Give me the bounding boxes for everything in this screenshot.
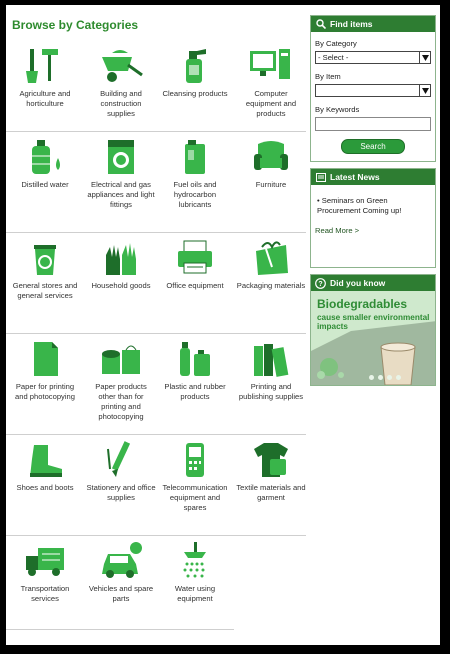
category-label: Vehicles and spare parts	[88, 584, 154, 603]
category-label: Transportation services	[20, 584, 70, 603]
category-item[interactable]	[10, 435, 80, 535]
category-label: Plastic and rubber products	[164, 382, 226, 401]
read-more-link[interactable]: Read More >	[315, 226, 360, 235]
category-label: Telecommunication equipment and spares	[162, 483, 228, 512]
categories-section	[6, 5, 314, 645]
keywords-input[interactable]	[315, 117, 431, 131]
category-item[interactable]	[10, 536, 80, 636]
category-label: Building and construction supplies	[100, 89, 142, 118]
category-item[interactable]	[86, 41, 156, 141]
category-label: Paper for printing and photocopying	[15, 382, 75, 401]
category-grid	[6, 41, 306, 636]
category-item[interactable]	[236, 435, 306, 535]
category-row	[6, 41, 306, 131]
category-item[interactable]	[160, 435, 230, 535]
category-label: Textile materials and garment	[236, 483, 306, 502]
by-item-label: By Item	[315, 72, 341, 81]
carousel-dot[interactable]	[369, 375, 374, 380]
category-label: Printing and publishing supplies	[238, 382, 304, 401]
page-frame	[6, 5, 440, 645]
category-select[interactable]	[315, 51, 431, 64]
category-label: Furniture	[255, 180, 287, 189]
category-item[interactable]	[86, 536, 156, 636]
category-label: Cleansing products	[162, 89, 228, 98]
promo-subtitle: cause smaller environmental impacts	[317, 313, 430, 331]
category-item[interactable]	[10, 132, 80, 232]
carousel-dot[interactable]	[387, 375, 392, 380]
category-item[interactable]	[10, 41, 80, 141]
category-label: Agriculture and horticulture	[19, 89, 71, 108]
page-title: Browse by Categories	[12, 18, 139, 32]
category-item[interactable]	[160, 41, 230, 141]
carousel-dots	[369, 375, 401, 380]
armchair-icon	[248, 136, 294, 176]
spray-bottle-icon	[172, 45, 218, 85]
category-label: Office equipment	[166, 281, 224, 290]
fuel-can-icon	[172, 136, 218, 176]
item-select[interactable]	[315, 84, 431, 97]
category-select-value: - Select -	[318, 53, 349, 62]
category-item[interactable]	[86, 334, 156, 434]
find-items-title: Find items	[330, 19, 373, 29]
printer-icon	[172, 237, 218, 277]
category-label: General stores and general services	[12, 281, 78, 300]
by-category-label: By Category	[315, 39, 357, 48]
chevron-down-icon	[419, 52, 430, 63]
news-item-link[interactable]: • Seminars on Green Procurement Coming up!	[317, 196, 402, 215]
question-icon	[315, 278, 326, 289]
latest-news-panel	[310, 168, 436, 268]
truck-icon	[22, 540, 68, 580]
category-item[interactable]	[86, 435, 156, 535]
paper-sheet-icon	[22, 338, 68, 378]
category-label: Water using equipment	[174, 584, 216, 603]
find-items-header	[311, 16, 435, 32]
category-label: Distilled water	[21, 180, 69, 189]
search-icon	[315, 19, 326, 30]
category-row	[6, 333, 306, 434]
chevron-down-icon	[419, 85, 430, 96]
category-item[interactable]	[10, 233, 80, 333]
did-you-know-title: Did you know	[330, 278, 386, 288]
category-row	[6, 434, 306, 535]
category-row	[6, 535, 306, 636]
washing-machine-icon	[98, 136, 144, 176]
category-label: Paper products other than for printing and photocopying	[95, 382, 147, 421]
svg-text:?: ?	[318, 280, 323, 288]
category-item[interactable]	[160, 334, 230, 434]
latest-news-title: Latest News	[330, 172, 380, 182]
find-items-panel	[310, 15, 436, 162]
category-item[interactable]	[236, 41, 306, 141]
category-label: Stationery and office supplies	[86, 483, 156, 502]
category-item[interactable]	[86, 233, 156, 333]
did-you-know-panel	[310, 274, 436, 386]
category-item[interactable]	[160, 536, 230, 636]
grid-divider	[6, 629, 234, 630]
boot-icon	[22, 439, 68, 479]
category-label: Electrical and gas appliances and light fittings	[87, 180, 155, 209]
phone-icon	[172, 439, 218, 479]
search-button[interactable]: Search	[341, 139, 405, 154]
gloves-icon	[98, 237, 144, 277]
category-item[interactable]	[236, 132, 306, 232]
category-row	[6, 131, 306, 232]
by-keywords-label: By Keywords	[315, 105, 360, 114]
wheelbarrow-icon	[98, 45, 144, 85]
category-item[interactable]	[160, 132, 230, 232]
gift-package-icon	[248, 237, 294, 277]
promo-title: Biodegradables	[317, 297, 408, 311]
recycle-bin-icon	[22, 237, 68, 277]
agriculture-tools-icon	[22, 45, 68, 85]
did-you-know-header	[311, 275, 435, 291]
tissue-roll-icon	[98, 338, 144, 378]
category-item[interactable]	[236, 233, 306, 333]
category-row	[6, 232, 306, 333]
category-item[interactable]	[86, 132, 156, 232]
tshirt-icon	[248, 439, 294, 479]
sidebar	[310, 15, 436, 392]
carousel-dot[interactable]	[378, 375, 383, 380]
carousel-dot[interactable]	[396, 375, 401, 380]
promo-banner[interactable]	[311, 291, 435, 385]
latest-news-header	[311, 169, 435, 185]
car-icon	[98, 540, 144, 580]
category-label: Packaging materials	[236, 281, 306, 290]
category-label: Household goods	[91, 281, 151, 290]
category-item[interactable]	[236, 334, 306, 434]
computer-icon	[248, 45, 294, 85]
category-label: Shoes and boots	[16, 483, 74, 492]
news-icon	[315, 172, 326, 183]
pen-icon	[98, 439, 144, 479]
plastic-bottles-icon	[172, 338, 218, 378]
shower-icon	[172, 540, 218, 580]
category-item[interactable]	[160, 233, 230, 333]
category-item[interactable]	[10, 334, 80, 434]
news-item-text: Seminars on Green Procurement Coming up!	[317, 196, 402, 215]
category-label: Computer equipment and products	[245, 89, 297, 118]
category-label: Fuel oils and hydrocarbon lubricants	[173, 180, 217, 209]
water-bottle-icon	[22, 136, 68, 176]
books-icon	[248, 338, 294, 378]
